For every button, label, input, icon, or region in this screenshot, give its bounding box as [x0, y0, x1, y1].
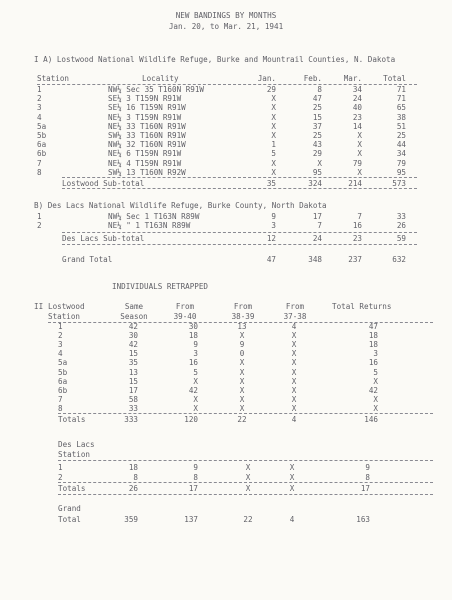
dl-retrap-total-c: X [245, 484, 251, 493]
col-season-header: Season [120, 312, 148, 321]
retrap-cell-s: 5a [58, 358, 68, 368]
table-cell-station: 7 [37, 158, 42, 168]
table-cell-station: 8 [37, 167, 42, 177]
table-cell-feb: 17 [312, 212, 322, 221]
retrap-cell-c: 9 [239, 340, 245, 350]
page-title: NEW BANDINGS BY MONTHS [175, 11, 277, 20]
table-cell-loc: SE¼ 3 T159N R91W [108, 94, 182, 104]
retrap-grand-label: Grand [58, 504, 81, 513]
retrap-cell-s: 4 [58, 349, 63, 359]
retrap-cell-d: X [291, 367, 297, 377]
retrap-cell-b: X [193, 403, 198, 413]
retrap-cell-a: 58 [128, 394, 138, 404]
col-39-40-header: 39-40 [173, 312, 197, 321]
retrap-cell-t: 16 [368, 358, 378, 368]
retrap-cell-a: 15 [128, 349, 138, 359]
des-lacs-rule-bottom [62, 244, 417, 245]
table-cell-total: 51 [396, 121, 406, 131]
table-cell-jan: X [271, 131, 276, 140]
section-ii-label: II [34, 302, 44, 311]
table-cell-feb: 8 [317, 85, 322, 94]
retrap-cell-b: 18 [188, 331, 198, 341]
table-cell-jan: X [271, 121, 276, 131]
dl-retrap-total-b: 17 [188, 484, 198, 493]
des-lacs-totals-rule-bottom [58, 494, 433, 495]
table-cell-jan: 9 [271, 212, 276, 221]
retrap-grand-b: 137 [184, 515, 198, 524]
table-cell-station: 5b [37, 131, 47, 140]
retrap-cell-t: 5 [373, 367, 378, 377]
table-cell-total: 79 [396, 158, 406, 168]
retrap-cell-c: 13 [237, 322, 247, 331]
table-cell-mar: 24 [352, 94, 362, 104]
retrap-cell-d: X [291, 331, 297, 341]
table-cell-jan: X [271, 112, 276, 122]
des-lacs-subtotal-jan: 12 [266, 234, 276, 243]
retrap-totals-rule [58, 413, 433, 414]
retrap-cell-s: 3 [58, 340, 63, 350]
retrap-cell-c: X [239, 367, 245, 377]
table-cell-total: 34 [396, 149, 406, 159]
retrap-cell-c: X [239, 394, 245, 404]
retrap-cell-b: X [193, 394, 198, 404]
table-cell-feb: 29 [312, 149, 322, 159]
table-cell-mar: X [357, 140, 362, 150]
retrap-total-s: Totals [58, 415, 86, 424]
col-from3-header: From [285, 302, 305, 311]
table-cell-loc: NW¼ Sec 1 T163N R89W [108, 212, 200, 221]
retrap-cell-d: 4 [291, 322, 297, 331]
retrap-cell-t: 47 [368, 322, 378, 331]
subtotal-rule-bottom [62, 188, 417, 189]
table-cell-loc: NE¼ 33 T160N R91W [108, 121, 186, 131]
dl-retrap-cell-d: X [289, 473, 295, 482]
table-cell-station: 6b [37, 149, 47, 159]
table-cell-total: 95 [396, 167, 406, 177]
table-cell-loc: NE¼ 4 T159N R91W [108, 158, 182, 168]
retrap-total-d: 4 [291, 415, 297, 424]
subtotal-label: Lostwood Sub-total [62, 179, 145, 188]
table-cell-jan: 1 [271, 140, 276, 150]
retrap-cell-a: 42 [128, 322, 138, 331]
retrap-cell-s: 2 [58, 331, 63, 341]
table-cell-feb: 37 [312, 121, 322, 131]
dl-retrap-cell-a: 18 [128, 463, 138, 472]
retrap-cell-s: 6a [58, 376, 68, 386]
des-lacs-totals-rule [58, 482, 433, 483]
col-jan-header: Jan. [257, 74, 276, 83]
subtotal-jan: 35 [266, 179, 276, 188]
table-cell-mar: X [357, 167, 362, 177]
table-cell-loc: NW¼ Sec 35 T160N R91W [108, 85, 205, 94]
retrap-cell-a: 35 [128, 358, 138, 368]
retrap-cell-s: 6b [58, 385, 68, 395]
retrap-cell-b: 5 [193, 367, 198, 377]
retrap-cell-s: 7 [58, 394, 63, 404]
section-a-caption: I A) Lostwood National Wildlife Refuge, Burke and Mountrail Counties, N. Dakota [34, 55, 396, 64]
table-cell-jan: X [271, 158, 276, 168]
table-cell-feb: 47 [312, 94, 322, 104]
table-cell-station: 1 [37, 85, 42, 94]
table-cell-mar: 40 [352, 103, 362, 113]
col-38-39-header: 38-39 [231, 312, 255, 321]
retrap-cell-s: 5b [58, 367, 68, 377]
dl-retrap-cell-a: 8 [133, 473, 138, 482]
des-lacs-subtotal-mar: 23 [352, 234, 362, 243]
retrap-cell-b: 16 [188, 358, 198, 368]
table-cell-feb: X [317, 158, 322, 168]
des-lacs-subtotal-label: Des Lacs Sub-total [62, 234, 145, 243]
retrap-cell-b: 9 [193, 340, 198, 350]
table-cell-feb: 43 [312, 140, 322, 150]
col-total-header: Total [383, 74, 406, 83]
dl-retrap-total-d: X [289, 484, 295, 493]
retrap-cell-b: 30 [188, 322, 198, 331]
table-cell-station: 1 [37, 212, 42, 221]
retrap-cell-d: X [291, 385, 297, 395]
table-cell-total: 71 [396, 94, 406, 104]
table-cell-total: 65 [396, 103, 406, 113]
retrap-cell-t: X [373, 394, 378, 404]
retrap-grand-c: 22 [243, 515, 253, 524]
col-37-38-header: 37-38 [283, 312, 307, 321]
retrap-cell-t: X [373, 403, 378, 413]
table-cell-mar: 7 [357, 212, 362, 221]
grand-total-feb: 348 [308, 255, 322, 264]
table-cell-feb: 25 [312, 131, 322, 140]
col-locality-header: Locality [142, 74, 179, 83]
retrap-total-a: 333 [124, 415, 138, 424]
table-cell-jan: X [271, 103, 276, 113]
retrap-grand-a: 359 [124, 515, 138, 524]
retrap-cell-d: X [291, 340, 297, 350]
table-cell-total: 38 [396, 112, 406, 122]
dl-retrap-total-t: 17 [360, 484, 370, 493]
subtotal-feb: 324 [308, 179, 322, 188]
table-cell-mar: 23 [352, 112, 362, 122]
table-cell-jan: X [271, 167, 276, 177]
table-cell-jan: 3 [271, 221, 276, 231]
des-lacs-rule [62, 232, 417, 233]
dl-retrap-cell-b: 8 [193, 473, 198, 482]
table-cell-feb: 7 [317, 221, 322, 231]
dl-retrap-total-a: 26 [128, 484, 138, 493]
table-cell-total: 33 [396, 212, 406, 221]
des-lacs-subtotal-total: 59 [396, 234, 406, 243]
table-cell-station: 4 [37, 112, 42, 122]
retrap-cell-a: 30 [128, 331, 138, 341]
col-total-returns-header: Total Returns [332, 302, 392, 311]
table-cell-station: 6a [37, 140, 47, 150]
col-mar-header: Mar. [343, 74, 362, 83]
retrap-cell-c: X [239, 331, 245, 341]
table-cell-mar: X [357, 149, 362, 159]
grand-total-jan: 47 [266, 255, 276, 264]
subtotal-rule [62, 177, 417, 178]
grand-total-total: 632 [392, 255, 406, 264]
table-cell-jan: 29 [266, 85, 276, 94]
section-b-caption: B) Des Lacs National Wildlife Refuge, Burke County, North Dakota [34, 201, 327, 210]
dl-retrap-cell-s: 1 [58, 463, 63, 472]
table-cell-feb: 15 [312, 112, 322, 122]
des-lacs-label: Des Lacs [58, 440, 95, 449]
retrap-total-t: 146 [364, 415, 378, 424]
table-cell-station: 3 [37, 103, 42, 113]
retrap-cell-t: 18 [368, 331, 378, 341]
retrap-cell-c: X [239, 376, 245, 386]
dl-retrap-cell-t: 8 [365, 473, 370, 482]
subtotal-mar: 214 [348, 179, 362, 188]
retrap-cell-a: 13 [128, 367, 138, 377]
table-cell-total: 44 [396, 140, 406, 150]
table-cell-mar: 79 [352, 158, 362, 168]
retrap-total-label: Total [58, 515, 81, 524]
col-from1-header: From [175, 302, 195, 311]
table-cell-total: 26 [396, 221, 406, 231]
table-cell-mar: 34 [352, 85, 362, 94]
retrap-cell-s: 1 [58, 322, 63, 331]
retrap-total-c: 22 [237, 415, 247, 424]
retrap-total-b: 120 [184, 415, 198, 424]
retrap-cell-c: 0 [239, 349, 245, 359]
section-ii-heading: INDIVIDUALS RETRAPPED [112, 282, 209, 291]
retrap-grand-d: 4 [289, 515, 295, 524]
subtotal-total: 573 [392, 179, 406, 188]
retrap-cell-b: X [193, 376, 198, 386]
col-from2-header: From [233, 302, 253, 311]
table-cell-mar: 14 [352, 121, 362, 131]
retrap-cell-d: X [291, 376, 297, 386]
table-cell-total: 71 [396, 85, 406, 94]
table-cell-station: 2 [37, 94, 42, 104]
retrap-cell-b: 3 [193, 349, 198, 359]
table-cell-feb: 95 [312, 167, 322, 177]
retrap-cell-t: 18 [368, 340, 378, 350]
retrap-cell-t: 42 [368, 385, 378, 395]
retrap-cell-c: X [239, 403, 245, 413]
table-cell-jan: 5 [271, 149, 276, 159]
retrap-cell-t: 3 [373, 349, 378, 359]
dl-retrap-total-s: Totals [58, 484, 86, 493]
table-cell-station: 2 [37, 221, 42, 231]
des-lacs-subtotal-feb: 24 [312, 234, 322, 243]
table-cell-mar: 16 [352, 221, 362, 231]
retrap-cell-t: X [373, 376, 378, 386]
retrap-cell-d: X [291, 394, 297, 404]
dl-retrap-cell-t: 9 [365, 463, 370, 472]
table-cell-loc: NE¼ 6 T159N R91W [108, 149, 182, 159]
retrap-cell-s: 8 [58, 403, 63, 413]
grand-total-label: Grand Total [62, 255, 113, 264]
dl-retrap-cell-s: 2 [58, 473, 63, 482]
retrap-cell-d: X [291, 349, 297, 359]
col-station-header-2: Station [48, 312, 81, 321]
table-cell-loc: SW¼ 33 T160N R91W [108, 131, 186, 140]
retrap-cell-c: X [239, 358, 245, 368]
col-lostwood-header: Lostwood [48, 302, 85, 311]
table-cell-loc: NE¼ " 1 T163N R89W [108, 221, 191, 231]
table-cell-loc: SW¼ 13 T160N R92W [108, 167, 186, 177]
retrap-cell-d: X [291, 403, 297, 413]
table-cell-total: 25 [396, 131, 406, 140]
des-lacs-retrap-rule [58, 460, 433, 461]
retrap-cell-d: X [291, 358, 297, 368]
dl-retrap-cell-b: 9 [193, 463, 198, 472]
col-station-header: Station [37, 74, 70, 83]
date-range: Jan. 20, to Mar. 21, 1941 [168, 22, 284, 31]
col-feb-header: Feb. [303, 74, 322, 83]
retrap-cell-a: 42 [128, 340, 138, 350]
table-cell-jan: X [271, 94, 276, 104]
table-cell-loc: NW¼ 32 T160N R91W [108, 140, 186, 150]
col-same-header: Same [124, 302, 144, 311]
dl-retrap-cell-c: X [245, 463, 251, 472]
table-cell-feb: 25 [312, 103, 322, 113]
dl-retrap-cell-d: X [289, 463, 295, 472]
table-cell-mar: X [357, 131, 362, 140]
retrap-cell-a: 17 [128, 385, 138, 395]
retrap-cell-a: 15 [128, 376, 138, 386]
table-cell-loc: NE¼ 3 T159N R91W [108, 112, 182, 122]
retrap-grand-t: 163 [356, 515, 370, 524]
retrap-cell-c: X [239, 385, 245, 395]
grand-total-mar: 237 [348, 255, 362, 264]
table-cell-station: 5a [37, 121, 47, 131]
retrap-cell-a: 33 [128, 403, 138, 413]
table-cell-loc: SE¼ 16 T159N R91W [108, 103, 186, 113]
des-lacs-station-label: Station [58, 450, 91, 459]
retrap-cell-b: 42 [188, 385, 198, 395]
dl-retrap-cell-c: X [245, 473, 251, 482]
